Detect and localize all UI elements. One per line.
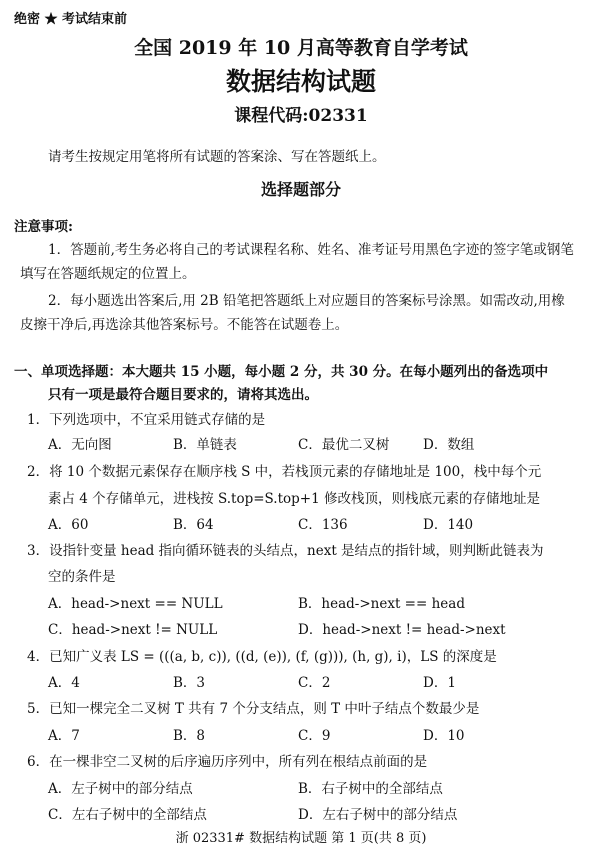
question-1-stem: 1．下列选项中，不宜采用链式存储的是 bbox=[27, 412, 266, 428]
course-code: 课程代码:02331 bbox=[234, 106, 368, 126]
question-4-option-a: A．4 bbox=[48, 675, 80, 691]
section-title: 选择题部分 bbox=[260, 180, 341, 199]
note-item-1-cont: 填写在答题纸规定的位置上。 bbox=[20, 266, 196, 282]
part-heading: 一、单项选择题：本大题共 15 小题，每小题 2 分，共 30 分。在每小题列出的备选项中 bbox=[14, 364, 549, 380]
question-1-option-c: C．最优二叉树 bbox=[298, 437, 390, 453]
question-2-option-c: C．136 bbox=[298, 517, 348, 533]
question-5-option-b: B．8 bbox=[173, 728, 206, 744]
question-4-option-d: D．1 bbox=[423, 675, 456, 691]
note-item-2-cont: 皮擦干净后,再选涂其他答案标号。不能答在试题卷上。 bbox=[20, 317, 349, 333]
question-5-stem: 5．已知一棵完全二叉树 T 共有 7 个分支结点，则 T 中叶子结点个数最少是 bbox=[27, 701, 480, 717]
question-3-option-b: B．head->next == head bbox=[298, 596, 465, 612]
question-3-option-a: A．head->next == NULL bbox=[48, 596, 223, 612]
question-6-option-a: A．左子树中的部分结点 bbox=[48, 781, 193, 797]
notes-label: 注意事项: bbox=[14, 219, 73, 235]
question-6-option-b: B．右子树中的全部结点 bbox=[298, 781, 443, 797]
question-2-stem-cont: 素占 4 个存储单元，进栈按 S.top=S.top+1 修改栈顶，则栈底元素的存储地址是 bbox=[48, 491, 540, 507]
question-5-option-d: D．10 bbox=[423, 728, 465, 744]
question-6-stem: 6．在一棵非空二叉树的后序遍历序列中，所有列在根结点前面的是 bbox=[27, 754, 428, 770]
part-heading-cont: 只有一项是最符合题目要求的，请将其选出。 bbox=[48, 387, 318, 403]
question-2-option-b: B．64 bbox=[173, 517, 214, 533]
question-5-option-c: C．9 bbox=[298, 728, 331, 744]
question-2-option-a: A．60 bbox=[48, 517, 89, 533]
question-1-option-a: A．无向图 bbox=[48, 437, 112, 453]
question-3-option-c: C．head->next != NULL bbox=[48, 622, 218, 638]
question-6-option-c: C．左右子树中的全部结点 bbox=[48, 807, 207, 823]
question-4-stem: 4．已知广义表 LS = (((a, b, c)), ((d, (e)), (f, (g))), (h, g), i)，LS 的深度是 bbox=[27, 649, 497, 665]
question-4-option-b: B．3 bbox=[173, 675, 206, 691]
question-2-option-d: D．140 bbox=[423, 517, 474, 533]
subject-title: 数据结构试题 bbox=[225, 67, 376, 96]
question-3-stem: 3．设指针变量 head 指向循环链表的头结点，next 是结点的指针域，则判断此链表为 bbox=[27, 543, 544, 559]
question-3-stem-cont: 空的条件是 bbox=[48, 569, 116, 585]
page-footer: 浙 02331# 数据结构试题 第 1 页(共 8 页) bbox=[175, 831, 427, 846]
exam-instruction: 请考生按规定用笔将所有试题的答案涂、写在答题纸上。 bbox=[48, 149, 386, 165]
question-5-option-a: A．7 bbox=[48, 728, 80, 744]
question-6-option-d: D．左右子树中的部分结点 bbox=[298, 807, 458, 823]
question-1-option-b: B．单链表 bbox=[173, 437, 237, 453]
note-item-1: 1．答题前,考生务必将自己的考试课程名称、姓名、准考证号用黑色字迹的签字笔或钢笔 bbox=[48, 242, 574, 258]
question-1-option-d: D．数组 bbox=[423, 437, 475, 453]
exam-title: 全国 2019 年 10 月高等教育自学考试 bbox=[134, 37, 468, 59]
question-3-option-d: D．head->next != head->next bbox=[298, 622, 506, 638]
confidential-mark: 绝密 ★ 考试结束前 bbox=[14, 12, 128, 27]
question-2-stem: 2．将 10 个数据元素保存在顺序栈 S 中，若栈顶元素的存储地址是 100，栈中每个元 bbox=[27, 464, 542, 480]
note-item-2: 2．每小题选出答案后,用 2B 铅笔把答题纸上对应题目的答案标号涂黑。如需改动,用橡 bbox=[48, 293, 565, 309]
question-4-option-c: C．2 bbox=[298, 675, 331, 691]
